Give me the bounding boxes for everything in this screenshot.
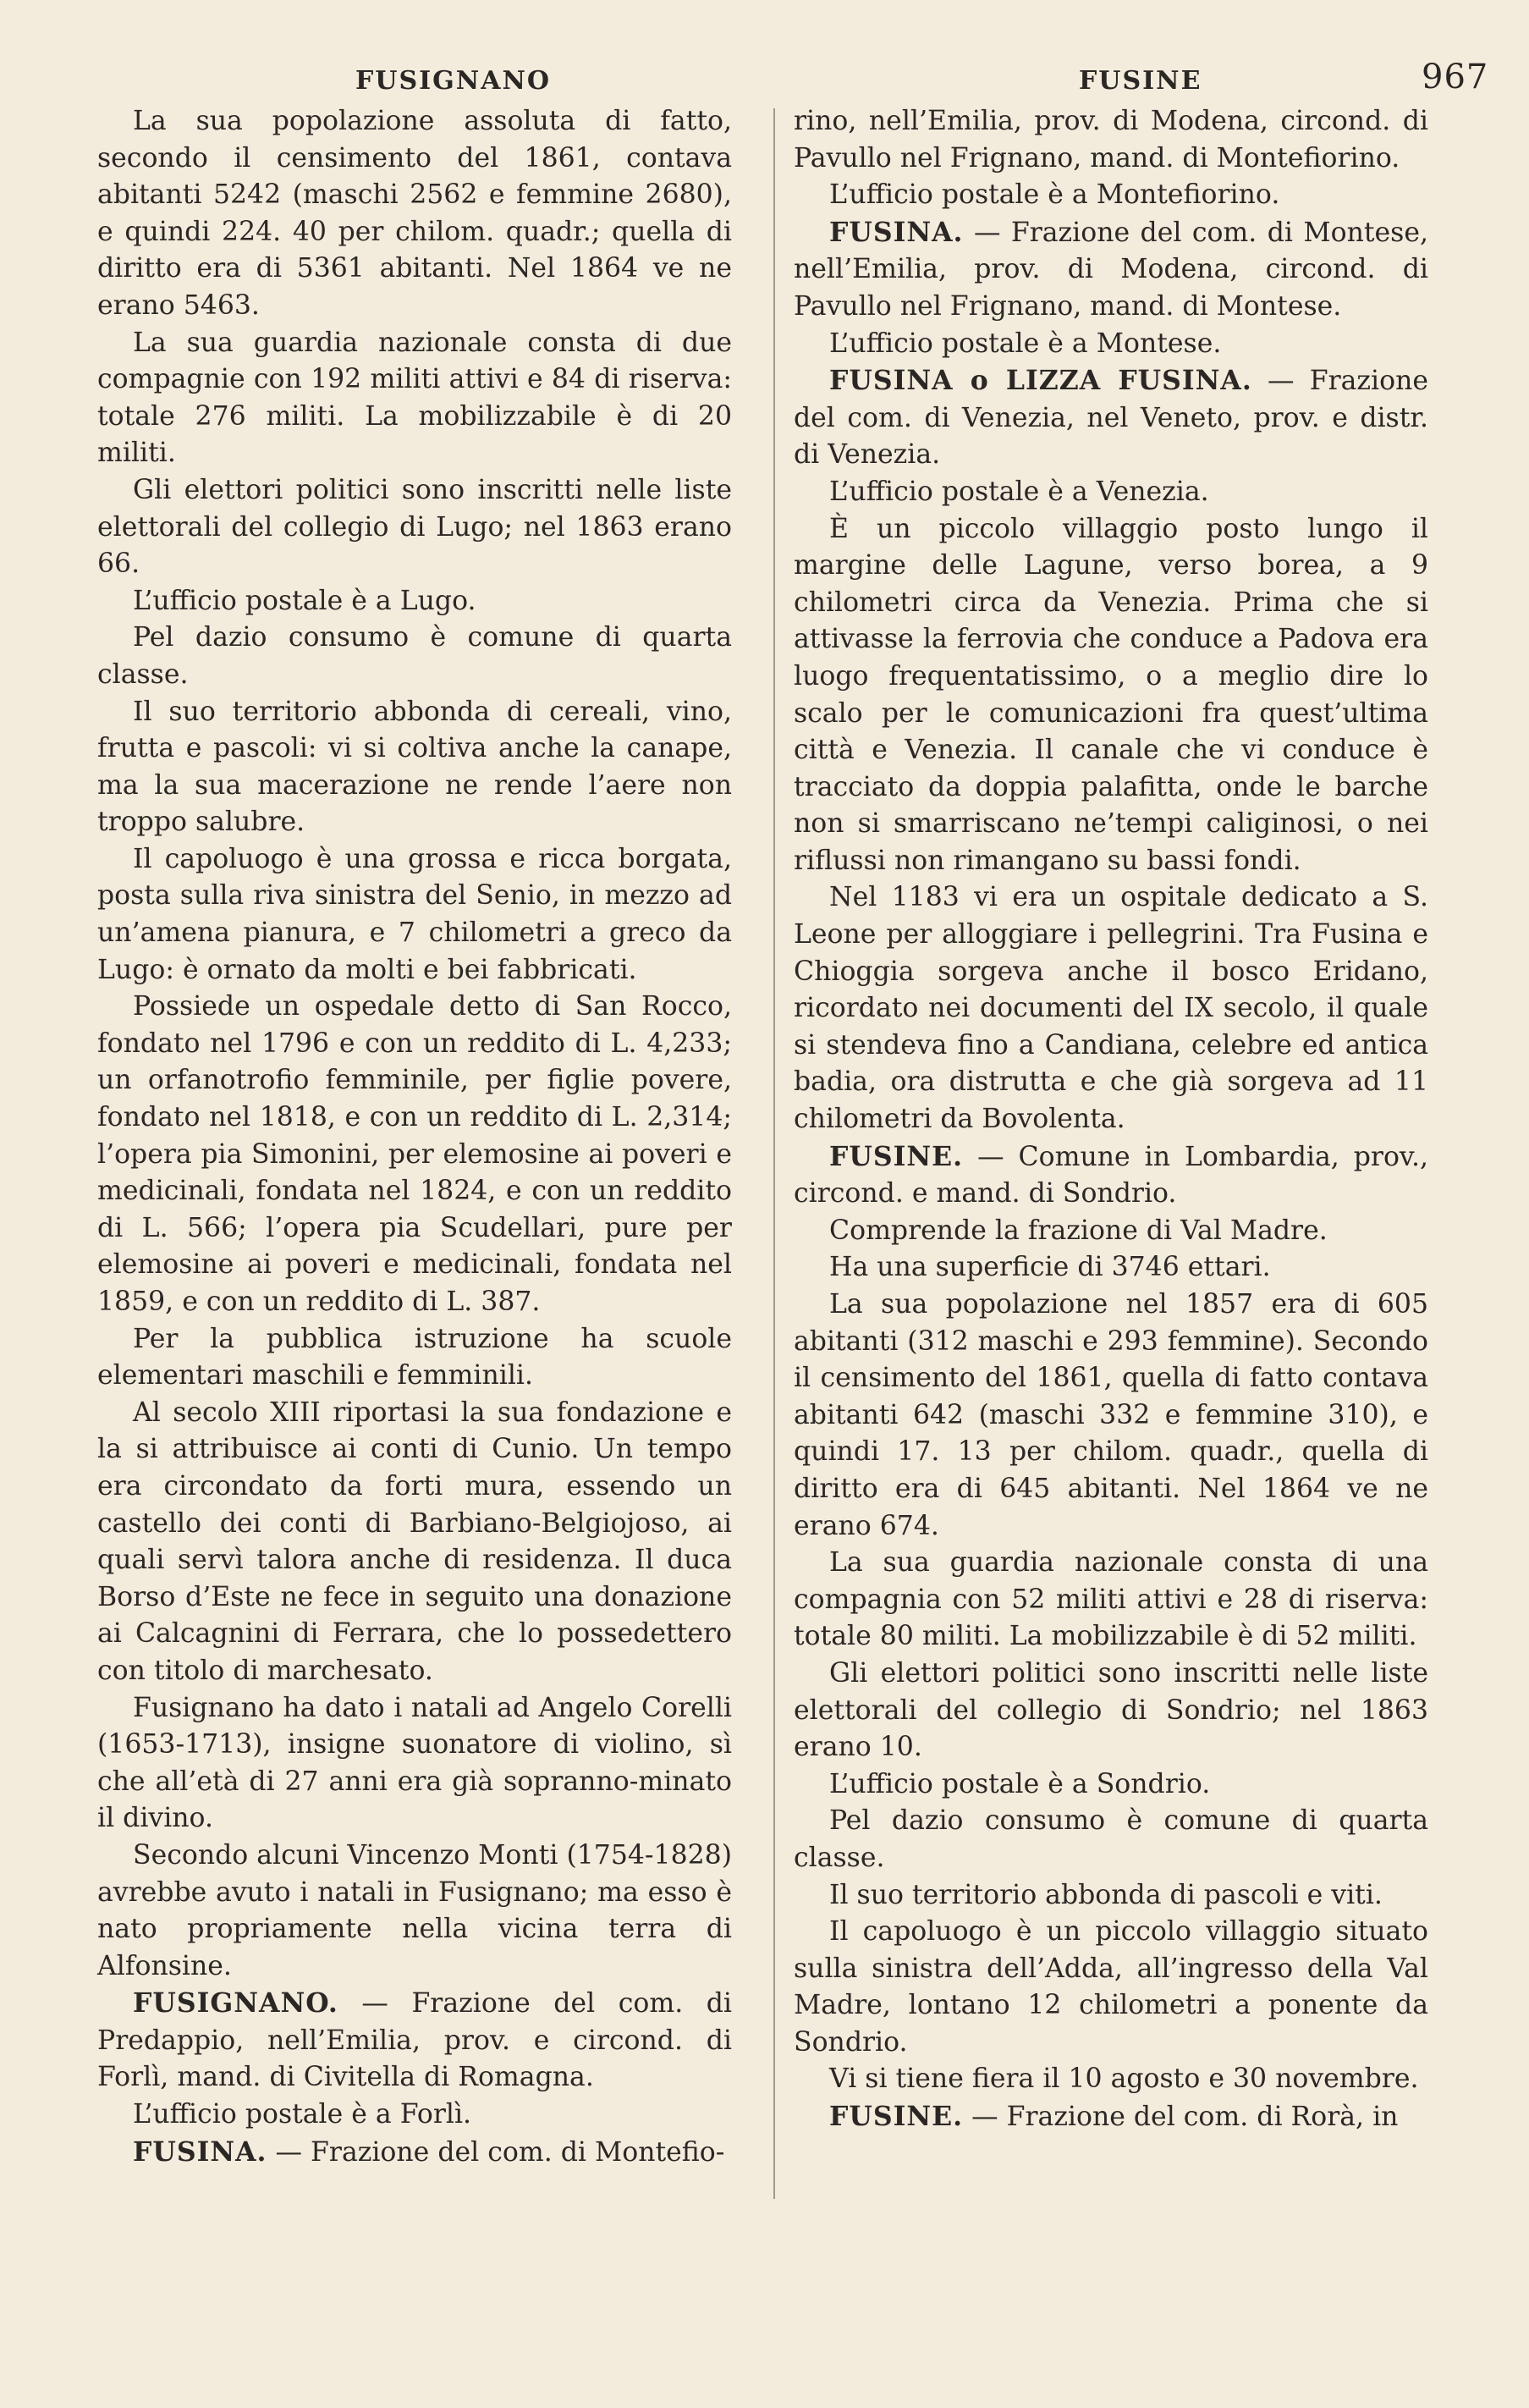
entry-paragraph (794, 214, 1428, 326)
paragraph-text: Nel 1183 vi era un ospitale dedicato a S. Leone per alloggiare i pellegrini. Tra Fusina e Chioggia sorgeva anche il bosco Eridano, ricordato nei documenti del IX secolo, il quale si stendeva fino a Candiana, celebre ed antica badia, ora distrutta e che già sorgeva ad 11 chilometri da Bovolenta. (794, 882, 1428, 1135)
paragraph-text: La sua popolazione assoluta di fatto, secondo il censimento del 1861, contava abitanti 5242 (maschi 2562 e femmine 2680), e quindi 224. 40 per chilom. quadr.; quella di diritto era di 5361 abitanti. Nel 1864 ve ne erano 5463. (97, 106, 732, 321)
text-paragraph (97, 694, 732, 841)
paragraph-text: — Frazione del com. di Montese, nell’Emilia, prov. di Modena, circond. di Pavullo nel Frignano, mand. di Montese. (794, 217, 1429, 322)
text-paragraph (97, 1395, 732, 1690)
paragraph-text: Pel dazio consumo è comune di quarta classe. (794, 1805, 1428, 1873)
paragraph-text: Comprende la frazione di Val Madre. (829, 1215, 1328, 1246)
text-paragraph (794, 1545, 1428, 1656)
page-number: 967 (1422, 58, 1489, 96)
text-paragraph (794, 1213, 1428, 1250)
paragraph-text: L’ufficio postale è a Venezia. (829, 476, 1209, 507)
paragraph-text: Gli elettori politici sono inscritti nelle liste elettorali del collegio di Lugo; nel 1863 erano 66. (97, 474, 732, 580)
text-paragraph (794, 1914, 1428, 2061)
entry-paragraph (794, 1138, 1428, 1213)
paragraph-text: — Comune in Lombardia, prov., circond. e mand. di Sondrio. (794, 1141, 1428, 1210)
entry-headword: FUSINE. (829, 1140, 964, 1172)
text-paragraph (794, 879, 1428, 1138)
paragraph-text: L’ufficio postale è a Montefiorino. (829, 179, 1280, 211)
text-paragraph (794, 511, 1428, 880)
entry-paragraph (97, 1985, 732, 2097)
paragraph-text: Fusignano ha dato i natali ad Angelo Corelli (1653-1713), insigne suonatore di violino, sì che all’età di 27 anni era già sopranno-minato il divino. (97, 1692, 732, 1834)
paragraph-text: — Frazione del com. di Predappio, nell’Emilia, prov. e circond. di Forlì, mand. di Civitella di Romagna. (97, 1988, 733, 2093)
right-column (794, 103, 1428, 2136)
text-paragraph (97, 620, 732, 693)
paragraph-text: La sua guardia nazionale consta di una compagnia con 52 militi attivi e 28 di riserva: totale 80 militi. La mobilizzabile è di 52 militi. (794, 1547, 1428, 1652)
text-paragraph (97, 989, 732, 1320)
paragraph-text: La sua guardia nazionale consta di due compagnie con 192 militi attivi e 84 di riserva: totale 276 militi. La mobilizzabile è di 20 militi. (97, 327, 732, 469)
paragraph-text: Il suo territorio abbonda di pascoli e viti. (829, 1879, 1383, 1910)
entry-paragraph (794, 2098, 1428, 2136)
paragraph-text: Secondo alcuni Vincenzo Monti (1754-1828) avrebbe avuto i natali in Fusignano; ma esso è nato propriamente nella vicina terra di Alfonsine. (97, 1839, 732, 1981)
text-paragraph (794, 103, 1428, 177)
paragraph-text: Gli elettori politici sono inscritti nelle liste elettorali del collegio di Sondrio; nel 1863 erano 10. (794, 1657, 1428, 1763)
paragraph-text: Ha una superficie di 3746 ettari. (829, 1252, 1271, 1283)
paragraph-text: Possiede un ospedale detto di San Rocco, fondato nel 1796 e con un reddito di L. 4,233; un orfanotrofio femminile, per figlie povere, fondato nel 1818, e con un reddito di L. 2,314; l’opera pia Simonini, per elemosine ai poveri e medicinali, fondata nel 1824, e con un reddito di L. 566; l’opera pia Scudellari, pure per elemosine ai poveri e medicinali, fondata nel 1859, e con un reddito di L. 387. (97, 991, 732, 1317)
text-paragraph (97, 583, 732, 620)
text-paragraph (794, 326, 1428, 363)
text-paragraph (97, 2097, 732, 2134)
paragraph-text: — Frazione del com. di Venezia, nel Veneto, prov. e distr. di Venezia. (794, 366, 1428, 471)
text-paragraph (794, 474, 1428, 511)
paragraph-text: Il capoluogo è un piccolo villaggio situato sulla sinistra dell’Adda, all’ingresso della Val Madre, lontano 12 chilometri a ponente da Sondrio. (794, 1916, 1428, 2058)
text-paragraph (794, 1766, 1428, 1804)
running-head-right: FUSINE (1079, 66, 1202, 96)
paragraph-text: rino, nell’Emilia, prov. di Modena, circond. di Pavullo nel Frignano, mand. di Montefiorino. (794, 106, 1428, 174)
paragraph-text: Il capoluogo è una grossa e ricca borgata, posta sulla riva sinistra del Senio, in mezzo ad un’amena pianura, e 7 chilometri a greco da Lugo: è ornato da molti e bei fabbricati. (97, 843, 732, 985)
text-paragraph (794, 177, 1428, 214)
text-paragraph (794, 1249, 1428, 1287)
paragraph-text: La sua popolazione nel 1857 era di 605 abitanti (312 maschi e 293 femmine). Secondo il censimento del 1861, quella di fatto contava abitanti 642 (maschi 332 e femmine 310), e quindi 17. 13 per chilom. quadr., quella di diritto era di 645 abitanti. Nel 1864 ve ne erano 674. (794, 1289, 1428, 1541)
paragraph-text: Al secolo XIII riportasi la sua fondazione e la si attribuisce ai conti di Cunio. Un tempo era circondato da forti mura, essendo un castello dei conti di Barbiano-Belgiojoso, ai quali servì talora anche di residenza. Il duca Borso d’Este ne fece in seguito una donazione ai Calcagnini di Ferrara, che lo possedettero con titolo di marchesato. (97, 1397, 732, 1686)
paragraph-text: È un piccolo villaggio posto lungo il margine delle Lagune, verso borea, a 9 chilometri circa da Venezia. Prima che si attivasse la ferrovia che conduce a Padova era luogo frequentatissimo, o a meglio dire lo scalo per le comunicazioni fra quest’ultima città e Venezia. Il canale che vi conduce è tracciato da doppia palafitta, onde le barche non si smarriscano ne’tempi caliginosi, o nei riflussi non rimangano su bassi fondi. (794, 513, 1428, 876)
paragraph-text: Pel dazio consumo è comune di quarta classe. (97, 622, 732, 690)
text-paragraph (794, 1287, 1428, 1545)
entry-headword: FUSINA. (829, 216, 964, 248)
text-paragraph (97, 103, 732, 325)
entry-headword: FUSINE. (829, 2101, 964, 2133)
entry-headword: FUSINA o LIZZA FUSINA. (829, 365, 1252, 397)
text-paragraph (794, 1803, 1428, 1876)
text-paragraph (97, 472, 732, 583)
text-paragraph (97, 1690, 732, 1838)
running-head-left: FUSIGNANO (355, 66, 552, 96)
paragraph-text: L’ufficio postale è a Montese. (829, 328, 1222, 359)
text-paragraph (794, 1877, 1428, 1915)
entry-headword: FUSINA. (133, 2135, 267, 2168)
paragraph-text: Vi si tiene fiera il 10 agosto e 30 novembre. (829, 2064, 1419, 2095)
left-column (97, 103, 732, 2171)
text-paragraph (97, 325, 732, 472)
paragraph-text: — Frazione del com. di Montefio- (275, 2136, 725, 2168)
text-paragraph (794, 2061, 1428, 2098)
paragraph-text: — Frazione del com. di Rorà, in (971, 2102, 1399, 2133)
text-paragraph (97, 841, 732, 989)
text-paragraph (794, 1656, 1428, 1766)
paragraph-text: Il suo territorio abbonda di cereali, vino, frutta e pascoli: vi si coltiva anche la canape, ma la sua macerazione ne rende l’aere non troppo salubre. (97, 696, 732, 838)
text-paragraph (97, 1838, 732, 1985)
paragraph-text: L’ufficio postale è a Lugo. (133, 585, 476, 616)
entry-paragraph (97, 2134, 732, 2172)
text-paragraph (97, 1321, 732, 1395)
column-divider (773, 108, 775, 2199)
paragraph-text: L’ufficio postale è a Forlì. (133, 2099, 472, 2130)
paragraph-text: Per la pubblica istruzione ha scuole elementari maschili e femminili. (97, 1323, 732, 1391)
entry-paragraph (794, 362, 1428, 474)
paragraph-text: L’ufficio postale è a Sondrio. (829, 1768, 1211, 1799)
entry-headword: FUSIGNANO. (133, 1987, 338, 2020)
